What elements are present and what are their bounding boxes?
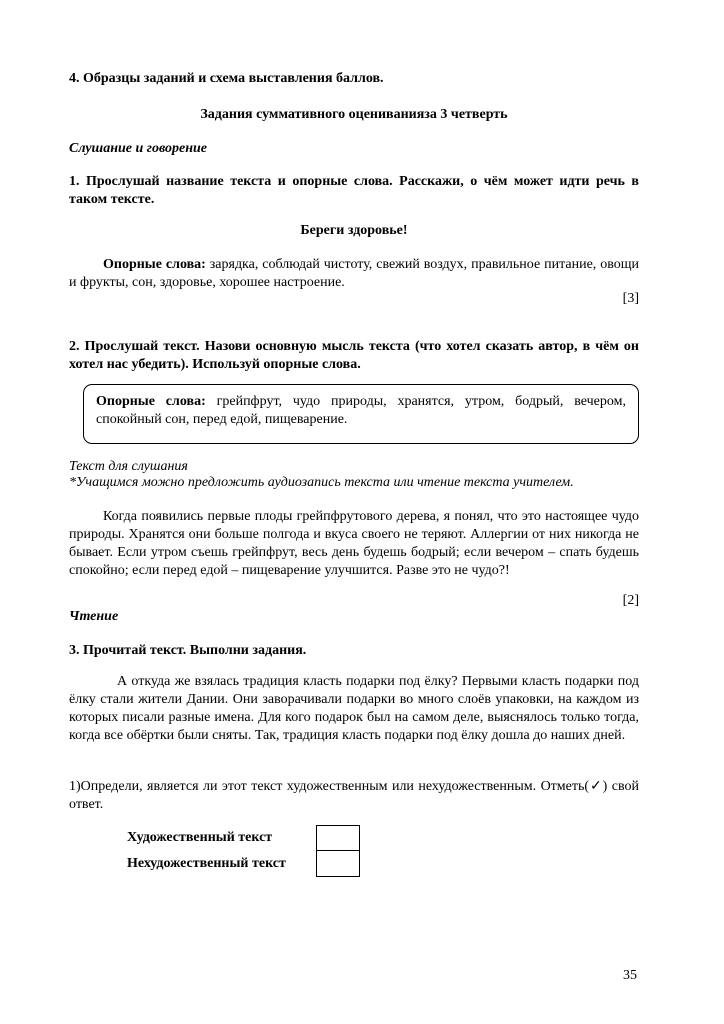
option-fiction-checkbox[interactable] [316,825,360,851]
task1-keywords-text: зарядка, соблюдай чистоту, свежий воздух, правильное питание, овощи и фрукты, сон, здоровье, хорошее настроение. [69,257,639,290]
option-nonfiction-checkbox[interactable] [316,850,360,877]
task1-score: [3] [622,291,639,306]
task2-passage: Когда появились первые плоды грейпфрутового дерева, я понял, что это настоящее чудо природы. Хранятся они больше полгода и вкуса своего не теряют. Аллергии от них никогда не бывает. Если утром съешь грейпфрут, весь день будешь бодрый; если вечером – спать будешь спокойно; если перед едой – пищеварение улучшится. Разве это не чудо?! [69,509,639,578]
option-fiction-label: Художественный текст [127,830,273,845]
task3-subtask: 1)Определи, является ли этот текст художественным или нехудожественным. Отметь(✓) свой ответ. [69,779,639,812]
listening-heading: Слушание и говорение [69,141,207,156]
task2-keywords-text: грейпфрут, чудо природы, хранятся, утром, бодрый, вечером, спокойный сон, перед едой, пищеварение. [96,394,626,427]
task3-question: 3. Прочитай текст. Выполни задания. [69,643,307,658]
task2-keywords-box [83,384,639,444]
section-heading: 4. Образцы заданий и схема выставления баллов. [69,71,384,86]
assessment-subtitle: Задания суммативного оцениванияза 3 четверть [200,107,508,122]
reading-heading: Чтение [69,609,119,624]
listening-note: *Учащимся можно предложить аудиозапись текста или чтение текста учителем. [69,475,574,490]
listening-text-label: Текст для слушания [69,459,188,474]
task2-question: 2. Прослушай текст. Назови основную мысль текста (что хотел сказать автор, в чём он хотел нас убедить). Используй опорные слова. [69,339,639,372]
task1-keywords-label: Опорные слова: [103,257,206,272]
option-nonfiction-label: Нехудожественный текст [127,856,286,871]
task2-score: [2] [622,593,639,608]
task1-question: 1. Прослушай название текста и опорные слова. Расскажи, о чём может идти речь в таком тексте. [69,174,639,207]
task1-keywords [69,256,639,292]
task2-keywords-label: Опорные слова: [96,394,206,409]
task3-passage: А откуда же взялась традиция класть подарки под ёлку? Первыми класть подарки под ёлку стали жители Дании. Они заворачивали подарки во много слоёв упаковки, на каждом из которых писали разные имена. Для кого подарок был на самом деле, выяснялось только тогда, когда все обёртки были сняты. Так, традиция класть подарки под ёлку дошла до наших дней. [69,674,639,743]
page-number: 35 [623,968,637,983]
task1-title: Береги здоровье! [300,223,408,238]
